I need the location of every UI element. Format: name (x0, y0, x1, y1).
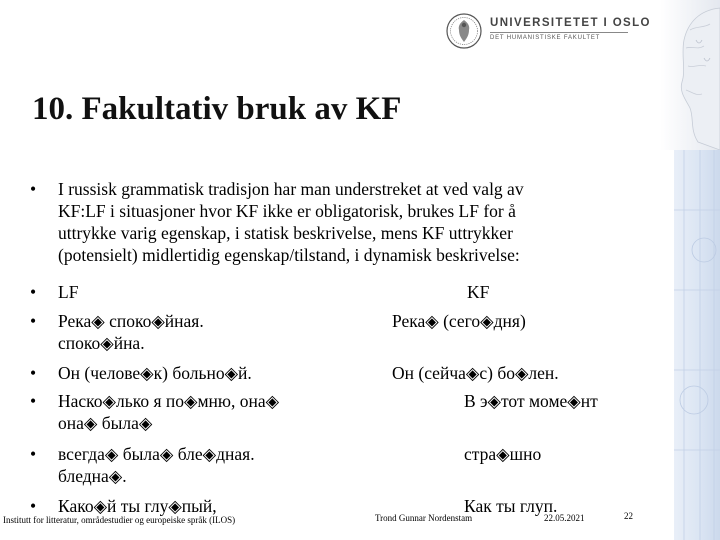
bullet-icon: • (30, 311, 37, 331)
logo-divider (490, 32, 628, 33)
bullet-icon: • (30, 179, 37, 199)
example-lf: Река◈ споко◈йная. (58, 311, 204, 331)
example-continuation: она◈ была◈ (58, 413, 153, 433)
example-lf: всегда◈ была◈ бле◈дная. (58, 444, 255, 464)
bullet-icon: • (30, 282, 37, 302)
intro-line: KF:LF i situasjoner hvor KF ikke er obligatorisk, brukes LF for å (58, 201, 516, 221)
decorative-side-panel (674, 150, 720, 540)
example-kf: В э◈тот моме◈нт (464, 391, 598, 411)
intro-text (58, 178, 623, 266)
example-continuation: споко◈йна. (58, 333, 145, 353)
footer-date: 22.05.2021 (544, 513, 585, 523)
statue-head-image (660, 0, 720, 150)
bullet-icon: • (30, 444, 37, 464)
faculty-name: DET HUMANISTISKE FAKULTET (490, 35, 601, 41)
footer-institute: Institutt for litteratur, områdestudier og europeiske språk (ILOS) (3, 515, 236, 525)
example-lf: LF (58, 282, 79, 302)
intro-line: I russisk grammatisk tradisjon har man understreket at ved valg av (58, 179, 524, 199)
intro-line: uttrykke varig egenskap, i statisk beskrivelse, mens KF uttrykker (58, 223, 513, 243)
example-kf: Как ты глуп. (464, 496, 558, 516)
example-kf: Река◈ (сего◈дня) (392, 311, 526, 331)
example-kf: Он (сейча◈с) бо◈лен. (392, 363, 559, 383)
slide-title: 10. Fakultativ bruk av KF (32, 91, 402, 127)
example-kf: KF (467, 282, 490, 302)
example-lf: Он (челове◈к) больно◈й. (58, 363, 252, 383)
university-seal-icon (446, 13, 482, 49)
page-number: 22 (624, 511, 633, 521)
bullet-icon: • (30, 363, 37, 383)
bullet-icon: • (30, 496, 37, 516)
example-lf: Наско◈лько я по◈мню, она◈ (58, 391, 280, 411)
example-continuation: бледна◈. (58, 466, 127, 486)
university-name: UNIVERSITETET I OSLO (490, 17, 651, 29)
example-kf: стра◈шно (464, 444, 542, 464)
bullet-icon: • (30, 391, 37, 411)
footer-author: Trond Gunnar Nordenstam (375, 513, 473, 523)
intro-line: (potensielt) midlertidig egenskap/tilstand, i dynamisk beskrivelse: (58, 245, 520, 265)
example-lf: Како◈й ты глу◈пый, (58, 496, 217, 516)
